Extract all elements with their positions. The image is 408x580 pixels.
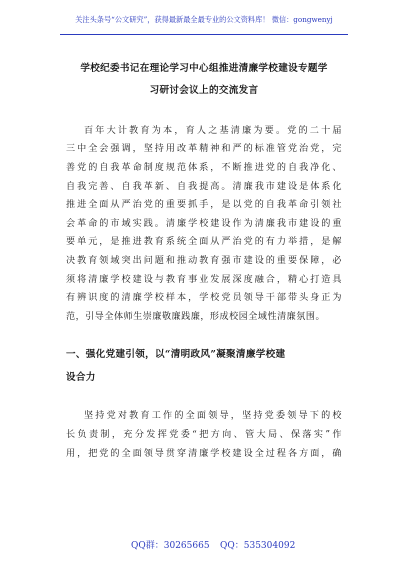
footer: [0, 538, 408, 552]
intro-line: 决教育领域突出问题和推动教育强市建设的重要保障，必: [66, 256, 342, 266]
intro-line: 须将清廉学校建设与教育事业发展深度融合，精心打造具: [66, 275, 342, 285]
section-heading-line-2: 设合力: [66, 372, 96, 383]
intro-line: 百年大计教育为本，育人之基清廉为要。党的二十届: [84, 126, 342, 136]
section-body-line: 长负责制，充分发挥党委“把方向、管大局、保落实”作: [66, 430, 342, 440]
document-title-line-1: 学校纪委书记在理论学习中心组推进清廉学校建设专题学: [80, 63, 328, 74]
intro-line: 推进全面从严治党的重要抓手，是以党的自我革命引领社: [66, 200, 342, 210]
footer-qq-number: QQ：535304092: [220, 541, 296, 551]
document-title-line-2: 习研讨会议上的交流发言: [149, 85, 259, 96]
intro-line: 自我完善、自我革新、自我提高。清廉我市建设是体系化: [66, 182, 342, 192]
intro-line: 善党的自我革命制度规范体系，不断推进党的自我净化、: [66, 163, 342, 173]
intro-line: 有辨识度的清廉学校样本，学校党员领导干部带头身正为: [66, 293, 342, 303]
footer-qq-group: QQ群：30265665: [131, 541, 210, 551]
section-body-line: 用，把党的全面领导贯穿清廉学校建设全过程各方面，确: [66, 449, 342, 459]
section-body-line: 坚持党对教育工作的全面领导，坚持党委领导下的校: [84, 411, 342, 421]
intro-line: 范，引导全体师生崇廉敬廉践廉，形成校园全域性清廉氛围。: [66, 312, 326, 322]
intro-line: 会革命的市域实践。清廉学校建设作为清廉我市建设的重: [66, 219, 342, 229]
intro-line: 三中全会强调，坚持用改革精神和严的标准管党治党，完: [66, 144, 342, 154]
header-banner: 关注头条号“公文研究”，获得最新最全最专业的公文资料库！ 微信：gongwenyj: [60, 6, 348, 35]
section-heading-line-1: 一、强化党建引领，以“清明政风”凝聚清廉学校建: [66, 349, 286, 360]
intro-line: 要单元，是推进教育系统全面从严治党的有力举措，是解: [66, 237, 342, 247]
